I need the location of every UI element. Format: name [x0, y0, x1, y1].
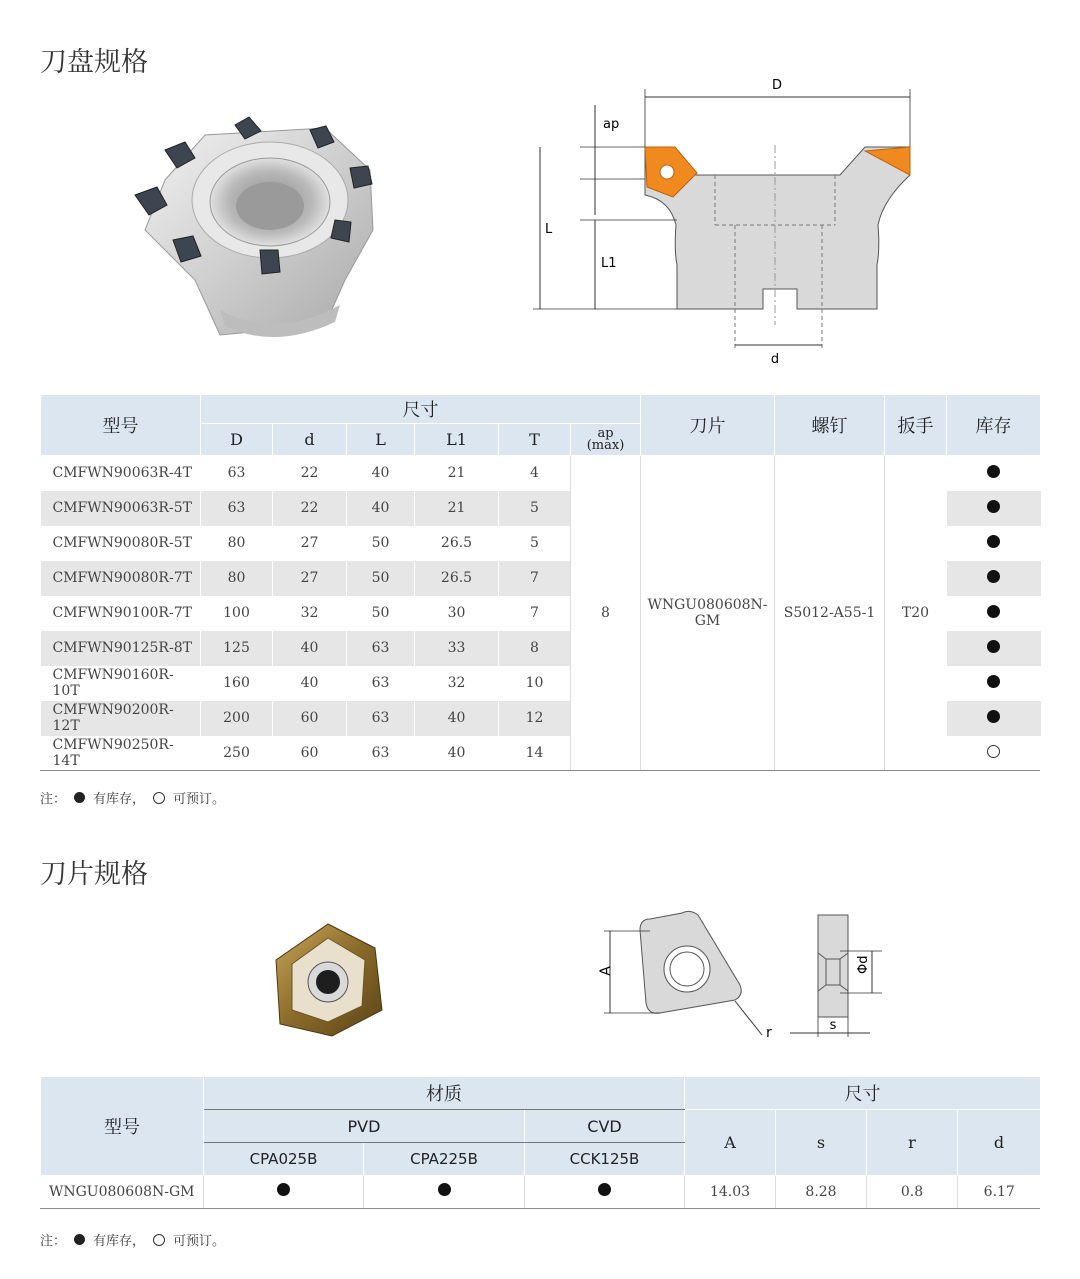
label-s: s: [829, 1018, 837, 1033]
insert-diagram: [590, 905, 890, 1045]
cell-stock: [947, 491, 1041, 526]
cell-L1: 40: [415, 701, 499, 736]
cell-stock: [947, 631, 1041, 666]
in-stock-icon: [598, 1183, 611, 1196]
in-stock-icon: [277, 1183, 290, 1196]
in-stock-icon: [987, 535, 1000, 548]
cell-L: 50: [347, 561, 415, 596]
cell-L: 40: [347, 491, 415, 526]
cell-wrench: T20: [885, 456, 947, 771]
cell-T: 7: [499, 561, 571, 596]
cell-L1: 21: [415, 456, 499, 491]
cutter-stock-note: [40, 788, 225, 807]
cell-L: 50: [347, 526, 415, 561]
in-stock-icon: [987, 640, 1000, 653]
cell-d: 40: [273, 666, 347, 701]
ith-grade-1: CPA025B: [204, 1143, 364, 1176]
cell-stock: [947, 701, 1041, 736]
th-T: T: [499, 424, 571, 456]
cell-L: 63: [347, 631, 415, 666]
cell-insert: WNGU080608N-GM: [641, 456, 775, 771]
ith-material: 材质: [204, 1077, 685, 1110]
label-L: L: [545, 222, 553, 237]
cell-T: 10: [499, 666, 571, 701]
cell-L1: 26.5: [415, 561, 499, 596]
insert-photo: [270, 920, 390, 1040]
insert-row: [41, 1176, 1041, 1208]
cell-model: CMFWN90063R-5T: [41, 491, 201, 526]
cell-L: 63: [347, 666, 415, 701]
cell-L1: 40: [415, 736, 499, 771]
in-stock-icon: [987, 605, 1000, 618]
cell-d: 22: [273, 456, 347, 491]
label-r: r: [766, 1025, 772, 1041]
label-phid: Φd: [856, 955, 871, 974]
in-stock-icon: [987, 465, 1000, 478]
cutter-photo: [125, 110, 395, 350]
cell-T: 4: [499, 456, 571, 491]
cell-D: 200: [201, 701, 273, 736]
ith-A: A: [685, 1110, 776, 1176]
insert-A: 14.03: [685, 1176, 776, 1208]
cell-T: 14: [499, 736, 571, 771]
cell-T: 5: [499, 491, 571, 526]
ith-pvd: PVD: [204, 1110, 525, 1143]
cell-L1: 21: [415, 491, 499, 526]
cell-D: 63: [201, 456, 273, 491]
grade-2-stock: [364, 1176, 525, 1208]
cell-stock: [947, 561, 1041, 596]
cell-D: 160: [201, 666, 273, 701]
cell-d: 60: [273, 701, 347, 736]
cell-L: 63: [347, 736, 415, 771]
cell-D: 100: [201, 596, 273, 631]
note-prefix: 注：: [40, 792, 67, 807]
cell-model: CMFWN90100R-7T: [52, 605, 192, 621]
ith-grade-2: CPA225B: [364, 1143, 525, 1176]
note-order: 可预订。: [173, 1234, 226, 1249]
cell-stock: [947, 526, 1041, 561]
note-in-stock: 有库存，: [93, 792, 146, 807]
insert-model: WNGU080608N-GM: [48, 1183, 195, 1200]
cutter-spec-table: [40, 394, 1041, 771]
th-ap-label: ap: [597, 425, 614, 441]
cell-T: 7: [499, 596, 571, 631]
grade-1-stock: [204, 1176, 364, 1208]
th-L1: L1: [415, 424, 499, 456]
ith-grade-3: CCK125B: [525, 1143, 685, 1176]
label-ap: ap: [603, 117, 620, 132]
cell-d: 27: [273, 561, 347, 596]
cutter-diagram: [525, 75, 925, 370]
cell-D: 250: [201, 736, 273, 771]
cell-model: CMFWN90080R-5T: [52, 535, 192, 551]
cell-model: CMFWN90125R-8T: [41, 631, 201, 666]
th-ap: [571, 424, 641, 456]
cell-d: 32: [273, 596, 347, 631]
insert-section-title: 刀片规格: [40, 859, 148, 890]
in-stock-icon: [987, 570, 1000, 583]
in-stock-icon: [987, 500, 1000, 513]
label-D: D: [771, 78, 783, 93]
th-model: 型号: [41, 395, 201, 456]
insert-d: 6.17: [958, 1176, 1041, 1208]
cell-screw: S5012-A55-1: [775, 456, 885, 771]
ith-s: s: [776, 1110, 867, 1176]
cutter-section-title: 刀盘规格: [40, 47, 148, 78]
note-prefix: 注：: [40, 1234, 67, 1249]
cell-model: CMFWN90080R-7T: [41, 561, 201, 596]
insert-s: 8.28: [776, 1176, 867, 1208]
label-L1: L1: [601, 256, 617, 271]
ith-r: r: [867, 1110, 958, 1176]
th-screw: 螺钉: [775, 395, 885, 456]
cell-L1: 33: [415, 631, 499, 666]
cell-L1: 32: [415, 666, 499, 701]
order-icon: [153, 792, 165, 804]
cell-d: 22: [273, 491, 347, 526]
cell-stock: [947, 456, 1041, 491]
table-row: [41, 456, 1041, 491]
in-stock-icon: [987, 675, 1000, 688]
cell-model: CMFWN90200R-12T: [41, 701, 201, 736]
ith-cvd: CVD: [525, 1110, 685, 1143]
insert-stock-note: [40, 1230, 225, 1249]
ith-d: d: [958, 1110, 1041, 1176]
in-stock-icon: [987, 710, 1000, 723]
grade-3-stock: [525, 1176, 685, 1208]
cell-stock: [947, 736, 1041, 771]
th-ap-sub: (max): [586, 437, 625, 453]
insert-r: 0.8: [867, 1176, 958, 1208]
cell-ap: 8: [571, 456, 641, 771]
cell-L1: 26.5: [415, 526, 499, 561]
in-stock-icon: [74, 792, 85, 803]
cell-stock: [947, 596, 1041, 631]
cell-d: 40: [273, 631, 347, 666]
cell-d: 60: [273, 736, 347, 771]
cell-D: 80: [201, 561, 273, 596]
note-order: 可预订。: [173, 792, 226, 807]
cell-L: 50: [347, 596, 415, 631]
insert-table-bottom-rule: [40, 1208, 1040, 1209]
cell-model: CMFWN90250R-14T: [52, 737, 174, 769]
in-stock-icon: [74, 1234, 85, 1245]
cell-L: 40: [347, 456, 415, 491]
th-D: D: [201, 424, 273, 456]
order-icon: [987, 745, 1000, 758]
cell-model: CMFWN90160R-10T: [52, 667, 174, 699]
in-stock-icon: [438, 1183, 451, 1196]
cell-T: 8: [499, 631, 571, 666]
cell-D: 80: [201, 526, 273, 561]
note-in-stock: 有库存，: [93, 1234, 146, 1249]
cell-stock: [947, 666, 1041, 701]
th-d: d: [273, 424, 347, 456]
label-d: d: [770, 352, 780, 367]
cell-model: CMFWN90063R-4T: [52, 465, 192, 482]
ith-dims: 尺寸: [685, 1077, 1041, 1110]
th-L: L: [347, 424, 415, 456]
cell-D: 63: [201, 491, 273, 526]
cell-D: 125: [201, 631, 273, 666]
cell-d: 27: [273, 526, 347, 561]
th-insert: 刀片: [641, 395, 775, 456]
cell-L1: 30: [415, 596, 499, 631]
th-wrench: 扳手: [885, 395, 947, 456]
th-dims: 尺寸: [201, 395, 641, 424]
ith-model: 型号: [41, 1077, 204, 1176]
cell-L: 63: [347, 701, 415, 736]
insert-spec-table: [40, 1076, 1041, 1208]
cell-T: 5: [499, 526, 571, 561]
th-stock: 库存: [947, 395, 1041, 456]
cutter-table-bottom-rule: [40, 770, 1040, 771]
cell-T: 12: [499, 701, 571, 736]
label-A: A: [598, 966, 614, 976]
order-icon: [153, 1234, 165, 1246]
